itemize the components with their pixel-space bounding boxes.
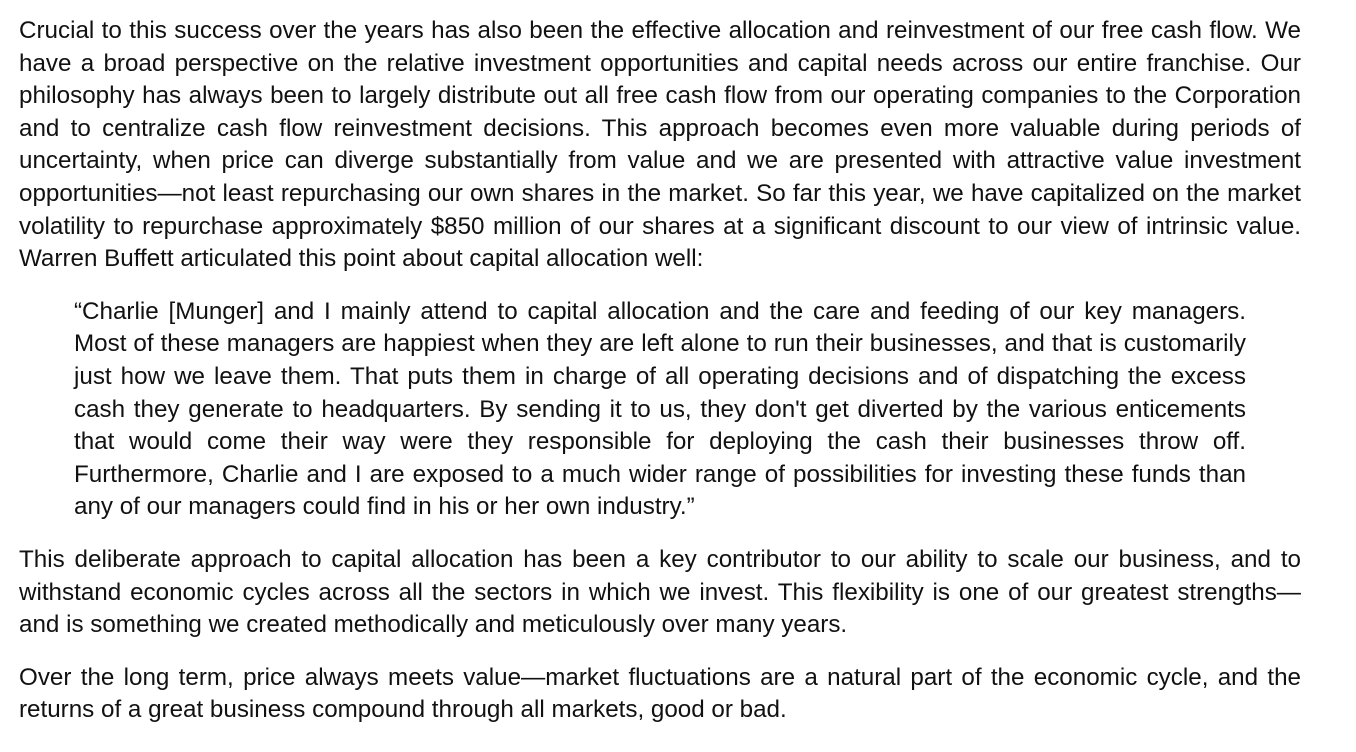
block-quote-buffett: “Charlie [Munger] and I mainly attend to capital allocation and the care and feeding of our key managers. Most of these managers are happiest when they are left alone to run their businesses, and that is customarily just how we leave them. That puts them in charge of all operating decisions and of dispatching the excess cash they generate to headquarters. By sending it to us, they don't get diverted by the various enticements that would come their way were they responsible for deploying the cash their businesses throw off. Furthermore, Charlie and I are exposed to a much wider range of possibilities for investing these funds than any of our managers could find in his or her own industry.” xyxy=(74,297,1246,521)
paragraph-long-term: Over the long term, price always meets value—market fluctuations are a natural part of the economic cycle, and the returns of a great business compound through all markets, good or bad. xyxy=(19,663,1301,724)
paragraph-capital-allocation: Crucial to this success over the years has also been the effective allocation and reinvestment of our free cash flow. We have a broad perspective on the relative investment opportunities and capital needs across our entire franchise. Our philosophy has always been to largely distribute out all free cash flow from our operating companies to the Corporation and to centralize cash flow reinvestment decisions. This approach becomes even more valuable during periods of uncertainty, when price can diverge substantially from value and we are presented with attractive value investment opportunities—not least repurchasing our own shares in the market. So far this year, we have capitalized on the market volatility to repurchase approximately $850 million of our shares at a significant discount to our view of intrinsic value. Warren Buffett articulated this point about capital allocation well: xyxy=(19,17,1301,273)
paragraph-deliberate-approach: This deliberate approach to capital allocation has been a key contributor to our ability to scale our business, and to withstand economic cycles across all the sectors in which we invest. This flexibility is one of our greatest strengths—and is something we created methodically and meticulously over many years. xyxy=(19,545,1301,639)
document-body xyxy=(19,15,1301,727)
